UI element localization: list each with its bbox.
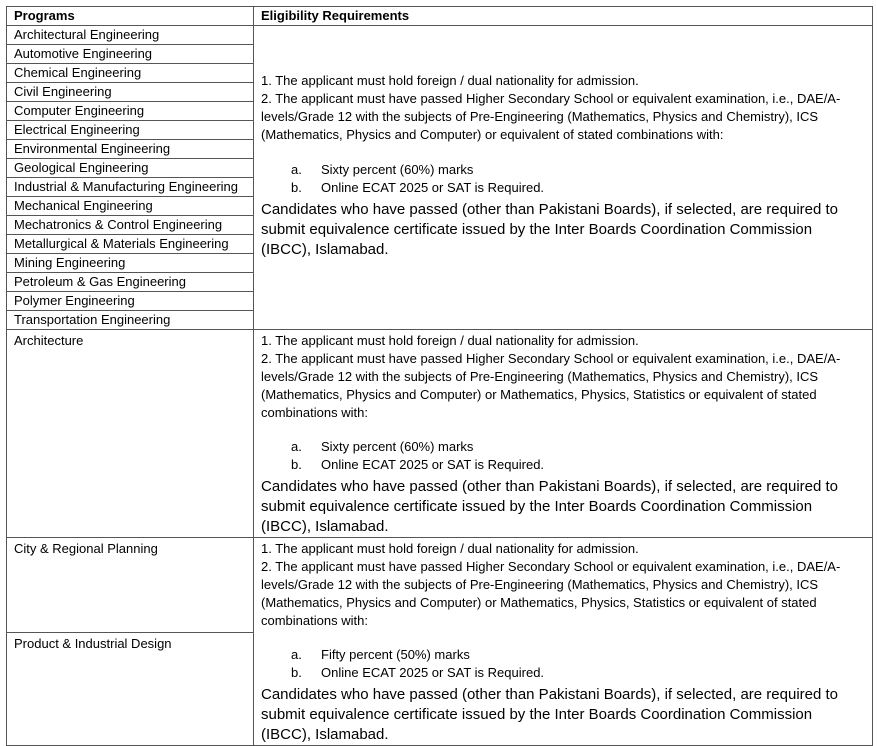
program-cell: Electrical Engineering: [7, 121, 254, 140]
program-cell-product-design: Product & Industrial Design: [7, 632, 254, 745]
requirement-list: [261, 646, 865, 682]
list-item: [261, 161, 865, 179]
requirement-nationality: 1. The applicant must hold foreign / dual nationality for admission.: [261, 73, 639, 88]
requirement-nationality: 1. The applicant must hold foreign / dual nationality for admission.: [261, 333, 639, 348]
list-item: [261, 179, 865, 197]
requirement-list: [261, 161, 865, 197]
list-item: [261, 438, 865, 456]
list-item: [261, 646, 865, 664]
program-cell: Mining Engineering: [7, 254, 254, 273]
table-row: [7, 26, 873, 45]
requirements-header: Eligibility Requirements: [254, 7, 873, 26]
list-text: Online ECAT 2025 or SAT is Required.: [321, 180, 545, 195]
list-text: Sixty percent (60%) marks: [321, 439, 474, 454]
program-cell: Industrial & Manufacturing Engineering: [7, 178, 254, 197]
requirement-qualification: 2. The applicant must have passed Higher Secondary School or equivalent examination, i.e., DAE/A-levels/Grade 12 with the subjects of Pre-Engineering (Mathematics, Physics and Chemistry), ICS (Mathematics, Physics and Computer) or Mathematics, Physics, Statistics or equivalent of stated combinations with:: [261, 559, 841, 628]
list-item: [261, 664, 865, 682]
program-cell: Chemical Engineering: [7, 64, 254, 83]
table-row: [7, 330, 873, 538]
program-cell: Environmental Engineering: [7, 140, 254, 159]
program-cell: Polymer Engineering: [7, 292, 254, 311]
list-marker: b.: [291, 665, 302, 680]
requirements-cell-engineering: [254, 26, 873, 330]
header-row: [7, 7, 873, 26]
list-marker: a.: [291, 647, 302, 662]
eligibility-table: [6, 6, 873, 746]
ibcc-note: Candidates who have passed (other than Pakistani Boards), if selected, are required to submit equivalence certificate issued by the Inter Boards Coordination Commission (IBCC), Islamabad.: [261, 686, 839, 743]
program-cell-city-planning: City & Regional Planning: [7, 538, 254, 633]
program-cell-architecture: Architecture: [7, 330, 254, 538]
list-text: Online ECAT 2025 or SAT is Required.: [321, 665, 545, 680]
requirement-qualification: 2. The applicant must have passed Higher Secondary School or equivalent examination, i.e., DAE/A-levels/Grade 12 with the subjects of Pre-Engineering (Mathematics, Physics and Chemistry), ICS (Mathematics, Physics and Computer) or Mathematics, Physics, Statistics or equivalent of stated combinations with:: [261, 351, 841, 420]
program-cell: Architectural Engineering: [7, 26, 254, 45]
ibcc-note: Candidates who have passed (other than Pakistani Boards), if selected, are required to submit equivalence certificate issued by the Inter Boards Coordination Commission (IBCC), Islamabad.: [261, 478, 839, 535]
list-text: Sixty percent (60%) marks: [321, 162, 474, 177]
programs-header: Programs: [7, 7, 254, 26]
requirement-qualification: 2. The applicant must have passed Higher Secondary School or equivalent examination, i.e., DAE/A-levels/Grade 12 with the subjects of Pre-Engineering (Mathematics, Physics and Chemistry), ICS (Mathematics, Physics and Computer) or equivalent of stated combinations with:: [261, 91, 841, 142]
requirement-list: [261, 438, 865, 474]
list-text: Online ECAT 2025 or SAT is Required.: [321, 457, 545, 472]
list-marker: a.: [291, 439, 302, 454]
list-marker: a.: [291, 162, 302, 177]
ibcc-note: Candidates who have passed (other than Pakistani Boards), if selected, are required to submit equivalence certificate issued by the Inter Boards Coordination Commission (IBCC), Islamabad.: [261, 201, 839, 258]
list-marker: b.: [291, 180, 302, 195]
program-cell: Petroleum & Gas Engineering: [7, 273, 254, 292]
program-cell: Civil Engineering: [7, 83, 254, 102]
program-cell: Geological Engineering: [7, 159, 254, 178]
list-text: Fifty percent (50%) marks: [321, 647, 470, 662]
program-cell: Metallurgical & Materials Engineering: [7, 235, 254, 254]
program-cell: Transportation Engineering: [7, 311, 254, 330]
program-cell: Automotive Engineering: [7, 45, 254, 64]
program-cell: Mechanical Engineering: [7, 197, 254, 216]
requirements-cell-planning: [254, 538, 873, 746]
program-cell: Mechatronics & Control Engineering: [7, 216, 254, 235]
list-item: [261, 456, 865, 474]
requirements-cell-architecture: [254, 330, 873, 538]
list-marker: b.: [291, 457, 302, 472]
table-row: [7, 538, 873, 633]
program-cell: Computer Engineering: [7, 102, 254, 121]
requirement-nationality: 1. The applicant must hold foreign / dual nationality for admission.: [261, 541, 639, 556]
